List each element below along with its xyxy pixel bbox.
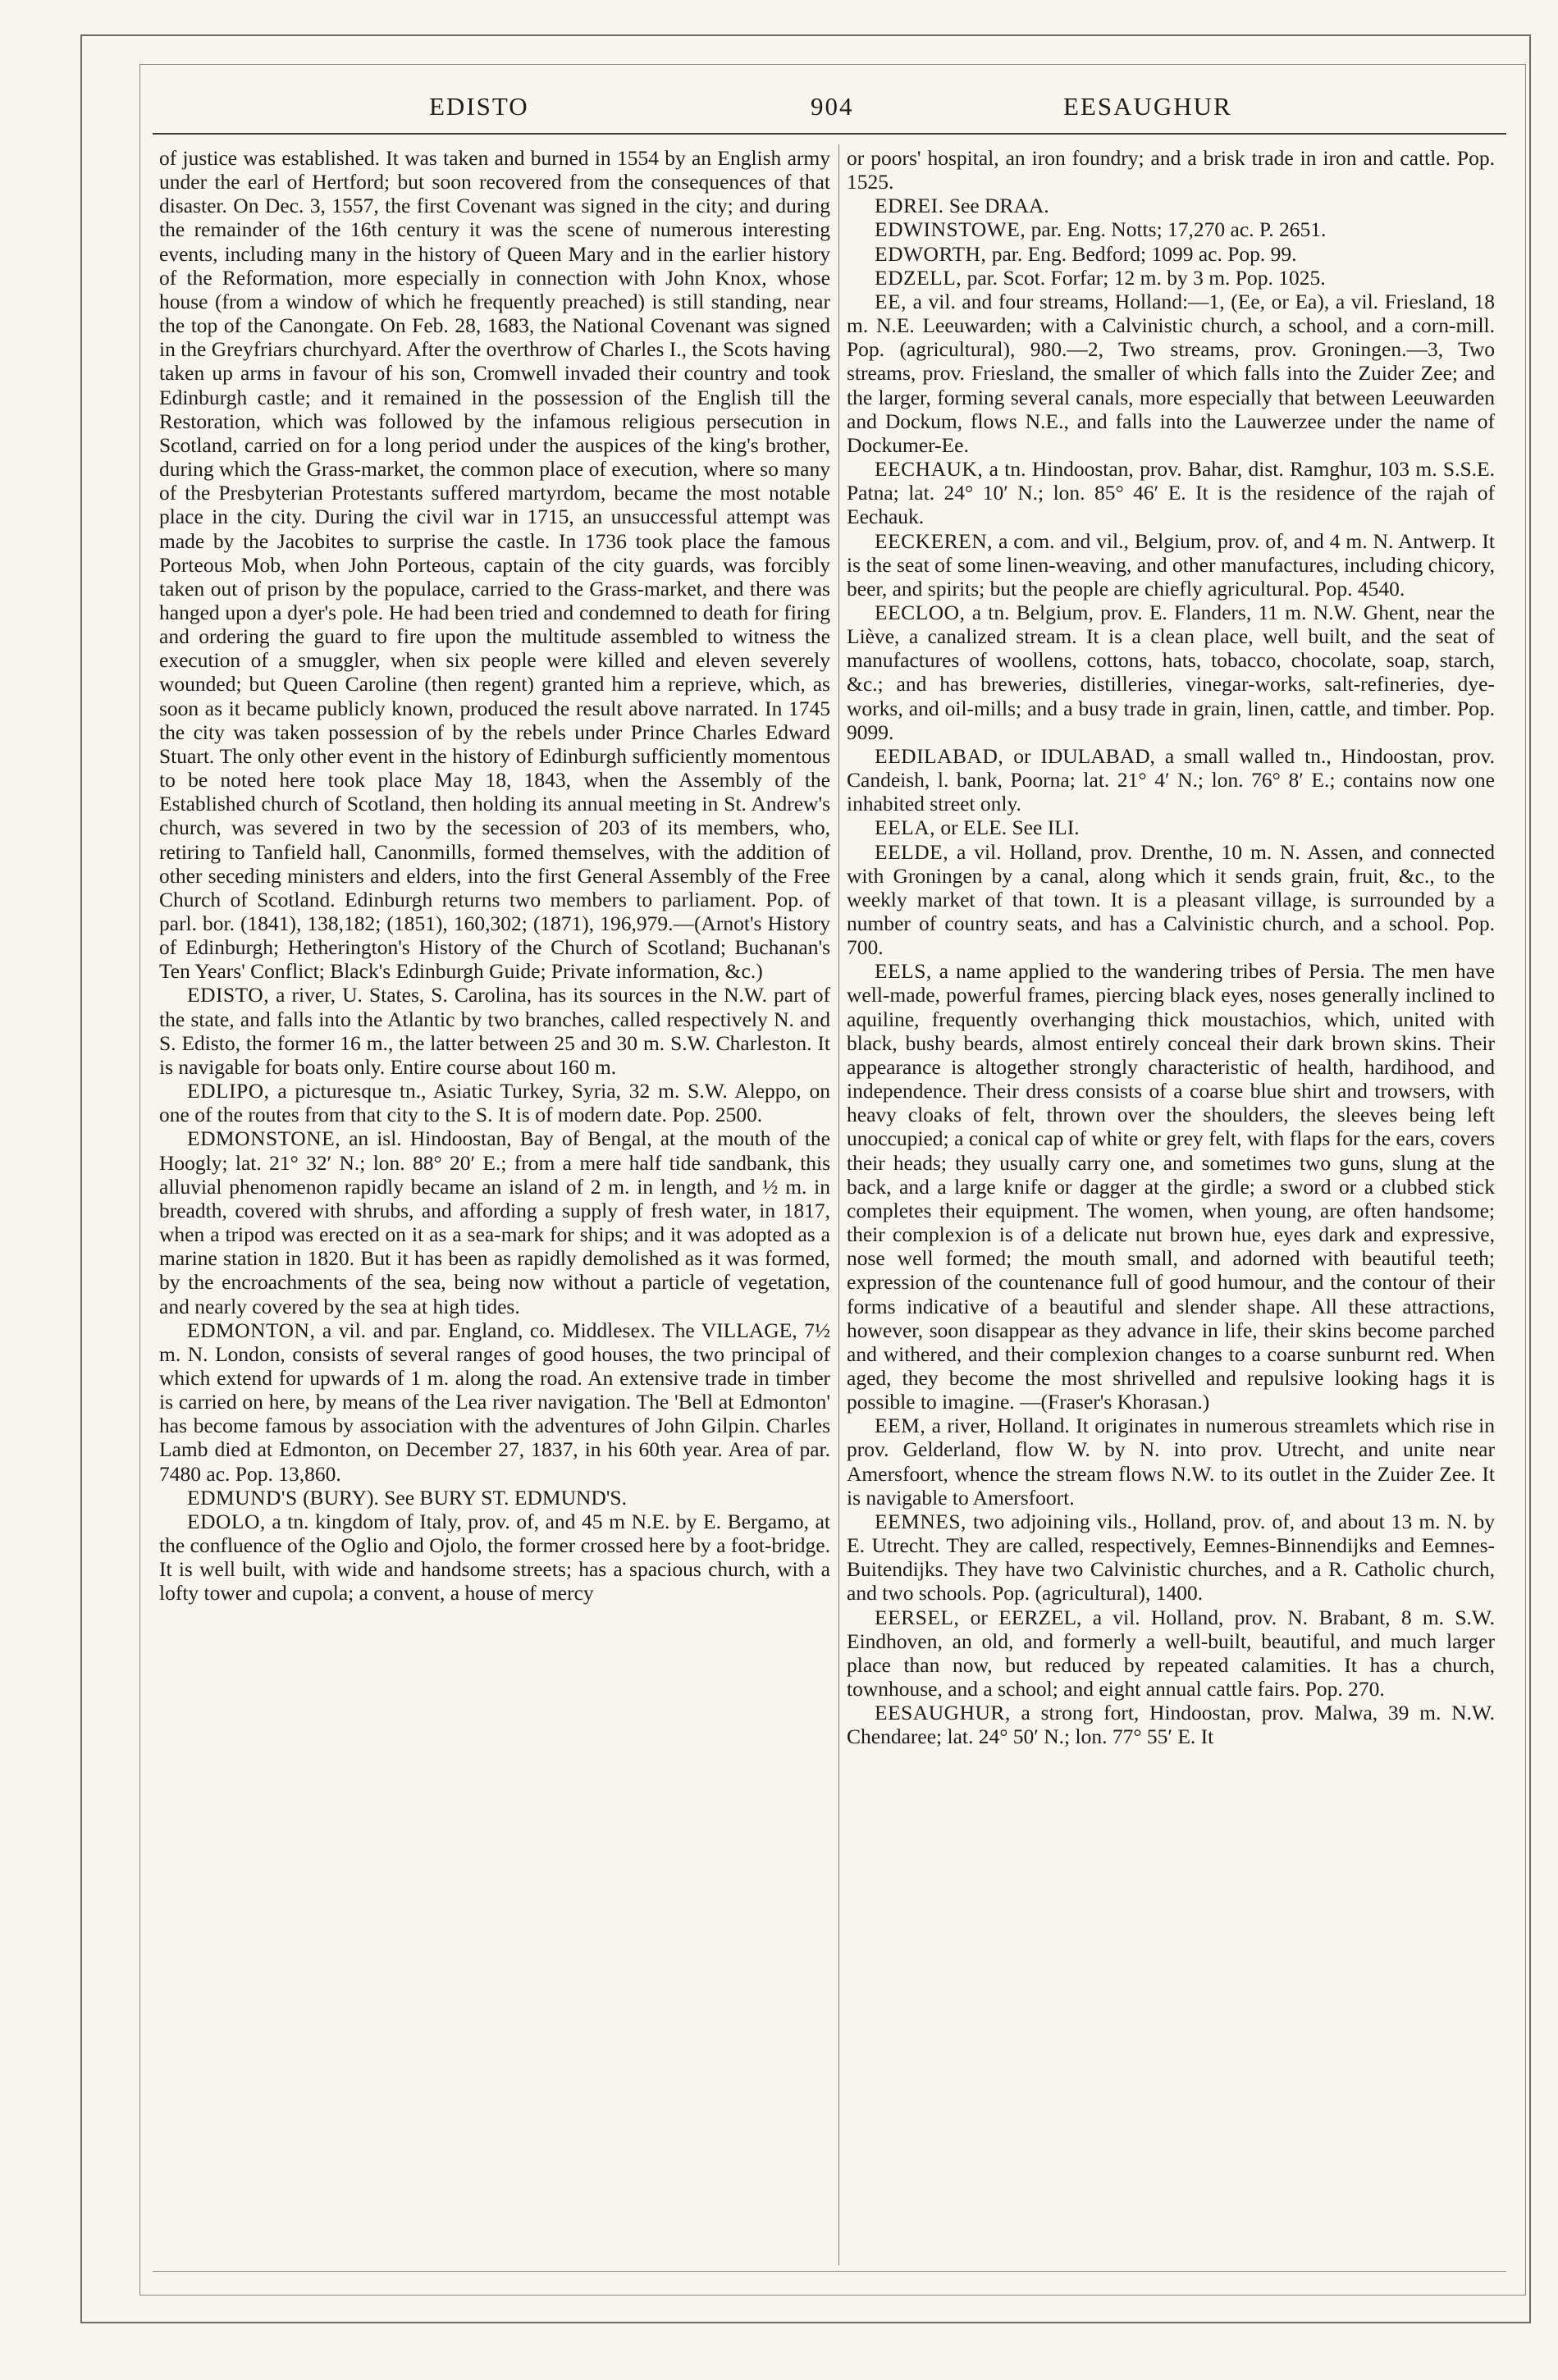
entry-text: a tn. Hindoostan, prov. Bahar, dist. Ramghur, 103 m. S.S.E. Patna; lat. 24° 10′ N.; lon. 85° 46′ E. It is the residence of the rajah of Eechauk.	[847, 457, 1495, 529]
dictionary-entry	[847, 601, 1495, 744]
entry-headword: EELDE,	[875, 839, 949, 864]
entry-text: an isl. Hindoostan, Bay of Bengal, at the mouth of the Hoogly; lat. 21° 32′ N.; lon. 88° 20′ E.; from a mere half tide sandbank, this alluvial phenomenon rapidly became an island of 2 m. in length, and ½ m. in breadth, covered with shrubs, and affording a supply of fresh water, in 1817, when a tripod was erected on it as a sea-mark for ships; and it was adopted as a marine station in 1820. But it has been as rapidly demolished as it was formed, by the encroachments of the sea, being now without a particle of vegetation, and nearly covered by the sea at high tides.	[159, 1126, 830, 1318]
dictionary-entry	[847, 1510, 1495, 1606]
entry-headword: EERSEL,	[875, 1605, 960, 1629]
entry-text: a vil. Holland, prov. Drenthe, 10 m. N. Assen, and connected with Groningen by a canal, along which it sends grain, fruit, &c., to the weekly market of that town. It is a pleasant village, is surrounded by a number of country seats, and has a Calvinistic church, and a school. Pop. 700.	[847, 839, 1495, 960]
dictionary-entry	[847, 815, 1495, 839]
dictionary-entry	[159, 1126, 830, 1318]
entry-text: a river, U. States, S. Carolina, has its sources in the N.W. part of the state, and falls into the Atlantic by two branches, called respectively N. and S. Edisto, the former 16 m., the latter between 25 and 30 m. S.W. Charleston. It is navigable for boats only. Entire course about 160 m.	[159, 983, 830, 1079]
entry-headword: EDMUND'S	[187, 1485, 298, 1510]
dictionary-entry	[847, 217, 1495, 241]
entry-headword: EECKEREN,	[875, 528, 994, 553]
entry-text: a com. and vil., Belgium, prov. of, and 4 m. N. Antwerp. It is the seat of some linen-weaving, and other manufactures, including chicory, beer, and spirits; but the people are chiefly agricultural. Pop. 4540.	[847, 528, 1495, 601]
dictionary-entry	[847, 457, 1495, 528]
entry-text: par. Eng. Bedford; 1099 ac. Pop. 99.	[986, 241, 1297, 266]
entry-text: (BURY). See BURY ST. EDMUND'S.	[297, 1485, 627, 1510]
header-rule	[153, 133, 1506, 135]
dictionary-entry	[847, 1414, 1495, 1510]
entry-continuation	[847, 146, 1495, 194]
dictionary-entry	[847, 1606, 1495, 1702]
dictionary-entry	[847, 959, 1495, 1414]
entry-text: a vil. and four streams, Holland:—1, (Ee, or Ea), a vil. Friesland, 18 m. N.E. Leeuwarden; with a Calvinistic church, a school, and a corn-mill. Pop. (agricultural), 980.—2, Two streams, prov. Groningen.—3, Two streams, prov. Friesland, the smaller of which falls into the Zuider Zee; and the larger, forming several canals, more especially that between Leeuwarden and Dockum, flows N.E., and falls into the Lauwerzee under the name of Dockumer-Ee.	[847, 289, 1495, 457]
entry-text: a name applied to the wandering tribes of Persia. The men have well-made, powerful frames, piercing black eyes, noses generally inclined to aquiline, frequently overhanging thick moustachios, which, united with black, bushy beards, almost entirely conceal their dark brown skins. Their appearance is altogether strongly characteristic of health, hardihood, and independence. Their dress consists of a coarse blue shirt and trowsers, with heavy cloaks of felt, thrown over the shoulders, the sleeves being left unoccupied; a conical cap of white or grey felt, with flaps for the ears, covers their heads; they usually carry one, and sometimes two guns, slung at the back, and a large knife or dagger at the girdle; a sword or a clubbed stick completes their equipment. The women, when young, are often handsome; their complexion is of a delicate nut brown hue, eyes dark and expressive, nose well formed; the mouth small, and adorned with beautiful teeth; expression of the countenance full of good humour, and the contour of their forms indicative of a beautiful and slender shape. All these attractions, however, soon disappear as they advance in life, their skins become parched and withered, and their complexion changes to a coarse sunburnt red. When aged, they become the most shrivelled and repulsive looking hags it is possible to imagine. —(Fraser's Khorasan.)	[847, 959, 1495, 1414]
dictionary-entry	[847, 242, 1495, 266]
bottom-rule	[153, 2271, 1506, 2272]
entry-text: a river, Holland. It originates in numerous streamlets which rise in prov. Gelderland, flow W. by N. into prov. Utrecht, and unite near Amersfoort, whence the stream flows N.W. to its outlet in the Zuider Zee. It is navigable to Amersfoort.	[847, 1414, 1495, 1510]
running-header	[148, 92, 1510, 130]
column-separator	[838, 144, 839, 2265]
dictionary-entry	[159, 1486, 830, 1510]
entry-headword: EDZELL,	[875, 265, 962, 290]
entry-headword: EDREI.	[875, 194, 944, 218]
entry-headword: EEM,	[875, 1414, 926, 1438]
header-right-headword: EESAUGHUR	[1063, 92, 1232, 121]
entry-headword: EDISTO,	[187, 983, 270, 1007]
page-number: 904	[811, 92, 854, 121]
entry-headword: EEMNES,	[875, 1509, 966, 1533]
entry-headword: EELS,	[875, 959, 932, 984]
entry-text: a tn. Belgium, prov. E. Flanders, 11 m. N.W. Ghent, near the Liève, a canalized stream. It is a clean place, well built, and the seat of manufactures of woollens, cottons, hats, tobacco, chocolate, soap, starch, &c.; and has breweries, distilleries, vinegar-works, salt-refineries, dye-works, and oil-mills; and a busy trade in grain, linen, cattle, and timber. Pop. 9099.	[847, 600, 1495, 744]
dictionary-entry	[847, 194, 1495, 217]
entry-text: par. Eng. Notts; 17,270 ac. P. 2651.	[1026, 217, 1327, 242]
dictionary-entry	[847, 290, 1495, 457]
dictionary-entry	[159, 983, 830, 1079]
entry-text: or IDULABAD, a small walled tn., Hindoostan, prov. Candeish, l. bank, Poorna; lat. 21° 4′ N.; lon. 76° 8′ E.; contains now one inhabited street only.	[847, 743, 1495, 816]
entry-headword: EE,	[875, 289, 907, 313]
header-left-headword: EDISTO	[429, 92, 529, 121]
right-column	[847, 146, 1495, 1748]
entry-headword: EESAUGHUR,	[875, 1701, 1011, 1725]
entry-headword: EDOLO,	[187, 1509, 266, 1533]
entry-headword: EDWORTH,	[875, 241, 987, 266]
entry-text: two adjoining vils., Holland, prov. of, and about 13 m. N. by E. Utrecht. They are called, respectively, Eemnes-Binnendijks and Eemnes-Buitendijks. They have two Calvinistic churches, and a R. Catholic church, and two schools. Pop. (agricultural), 1400.	[847, 1509, 1495, 1606]
entry-text: a vil. and par. England, co. Middlesex. The VILLAGE, 7½ m. N. London, consists of several ranges of good houses, the two principal of which extend for upwards of 1 m. along the road. An extensive trade in timber is carried on here, by means of the Lea river navigation. The 'Bell at Edmonton' has become famous by association with the adventures of John Gilpin. Charles Lamb died at Edmonton, on December 27, 1837, in his 60th year. Area of par. 7480 ac. Pop. 13,860.	[159, 1318, 830, 1486]
entry-continuation	[159, 146, 830, 983]
entry-text: See DRAA.	[943, 194, 1049, 218]
entry-headword: EDMONSTONE,	[187, 1126, 341, 1151]
entry-headword: EECLOO,	[875, 600, 966, 624]
entry-text: a tn. kingdom of Italy, prov. of, and 45 m N.E. by E. Bergamo, at the confluence of the Oglio and Ojolo, the former crossed here by a foot-bridge. It is well built, with wide and handsome streets; has a spacious church, with a lofty tower and cupola; a convent, a house of mercy	[159, 1509, 830, 1606]
entry-text: or poors' hospital, an iron foundry; and a brisk trade in iron and cattle. Pop. 1525.	[847, 146, 1495, 194]
entry-headword: EDLIPO,	[187, 1079, 270, 1103]
dictionary-entry	[847, 529, 1495, 601]
dictionary-entry	[847, 1701, 1495, 1748]
entry-text: of justice was established. It was taken and burned in 1554 by an English army under the earl of Hertford; but soon recovered from the consequences of that disaster. On Dec. 3, 1557, the first Covenant was signed in the city; and during the remainder of the 16th century it was the scene of numerous interesting events, including many in the history of Queen Mary and in the earlier history of the Reformation, more especially in connection with John Knox, whose house (from a window of which he frequently preached) is still standing, near the top of the Canongate. On Feb. 28, 1683, the National Covenant was signed in the Greyfriars churchyard. After the overthrow of Charles I., the Scots having taken up arms in favour of his son, Cromwell invaded their country and took Edinburgh castle; and it remained in the possession of the English till the Restoration, which was followed by the infamous religious persecution in Scotland, carried on for a long period under the auspices of the king's brother, during which the Grass-market, the common place of execution, where so many of the Presbyterian Protestants suffered martyrdom, became the most notable place in the city. During the civil war in 1715, an unsuccessful attempt was made by the Jacobites to surprise the castle. In 1736 took place the famous Porteous Mob, when John Porteous, captain of the city guards, was forcibly taken out of prison by the populace, carried to the Grass-market, and there was hanged upon a dyer's pole. He had been tried and condemned to death for firing and ordering the guard to fire upon the multitude assembled to witness the execution of a smuggler, when six people were killed and eleven severely wounded; but Queen Caroline (then regent) granted him a reprieve, which, as soon as it became publicly known, produced the result above narrated. In 1745 the city was taken possession of by the rebels under Prince Charles Edward Stuart. The only other event in the history of Edinburgh sufficiently momentous to be noted here took place May 18, 1843, when the Assembly of the Established church of Scotland, then holding its annual meeting in St. Andrew's church, was severed in two by the secession of 203 of its members, who, retiring to Tanfield hall, Canonmills, formed themselves, with the addition of other seceding ministers and elders, into the first General Assembly of the Free Church of Scotland. Edinburgh returns two members to parliament. Pop. of parl. bor. (1841), 138,182; (1851), 160,302; (1871), 196,979.—(Arnot's History of Edinburgh; Hetherington's History of the Church of Scotland; Buchanan's Ten Years' Conflict; Black's Edinburgh Guide; Private information, &c.)	[159, 146, 830, 984]
dictionary-entry	[159, 1318, 830, 1486]
dictionary-entry	[847, 744, 1495, 815]
dictionary-entry	[159, 1079, 830, 1126]
entry-headword: EEDILABAD,	[875, 743, 1004, 768]
left-column	[159, 146, 830, 1606]
entry-text: or EERZEL, a vil. Holland, prov. N. Brabant, 8 m. S.W. Eindhoven, an old, and formerly a well-built, beautiful, and much larger place than now, but reduced by repeated calamities. It has a church, townhouse, and a school; and eight annual cattle fairs. Pop. 270.	[847, 1605, 1495, 1701]
entry-headword: EELA,	[875, 815, 936, 840]
entry-text: a strong fort, Hindoostan, prov. Malwa, 39 m. N.W. Chendaree; lat. 24° 50′ N.; lon. 77° 55′ E. It	[847, 1701, 1495, 1749]
entry-text: or ELE. See ILI.	[935, 815, 1080, 840]
entry-text: a picturesque tn., Asiatic Turkey, Syria, 32 m. S.W. Aleppo, on one of the routes from that city to the S. It is of modern date. Pop. 2500.	[159, 1079, 830, 1127]
entry-headword: EDMONTON,	[187, 1318, 316, 1342]
entry-headword: EECHAUK,	[875, 457, 984, 482]
dictionary-entry	[159, 1510, 830, 1606]
entry-text: par. Scot. Forfar; 12 m. by 3 m. Pop. 1025.	[962, 265, 1326, 290]
dictionary-entry	[847, 266, 1495, 290]
dictionary-entry	[847, 840, 1495, 960]
entry-headword: EDWINSTOWE,	[875, 217, 1026, 242]
